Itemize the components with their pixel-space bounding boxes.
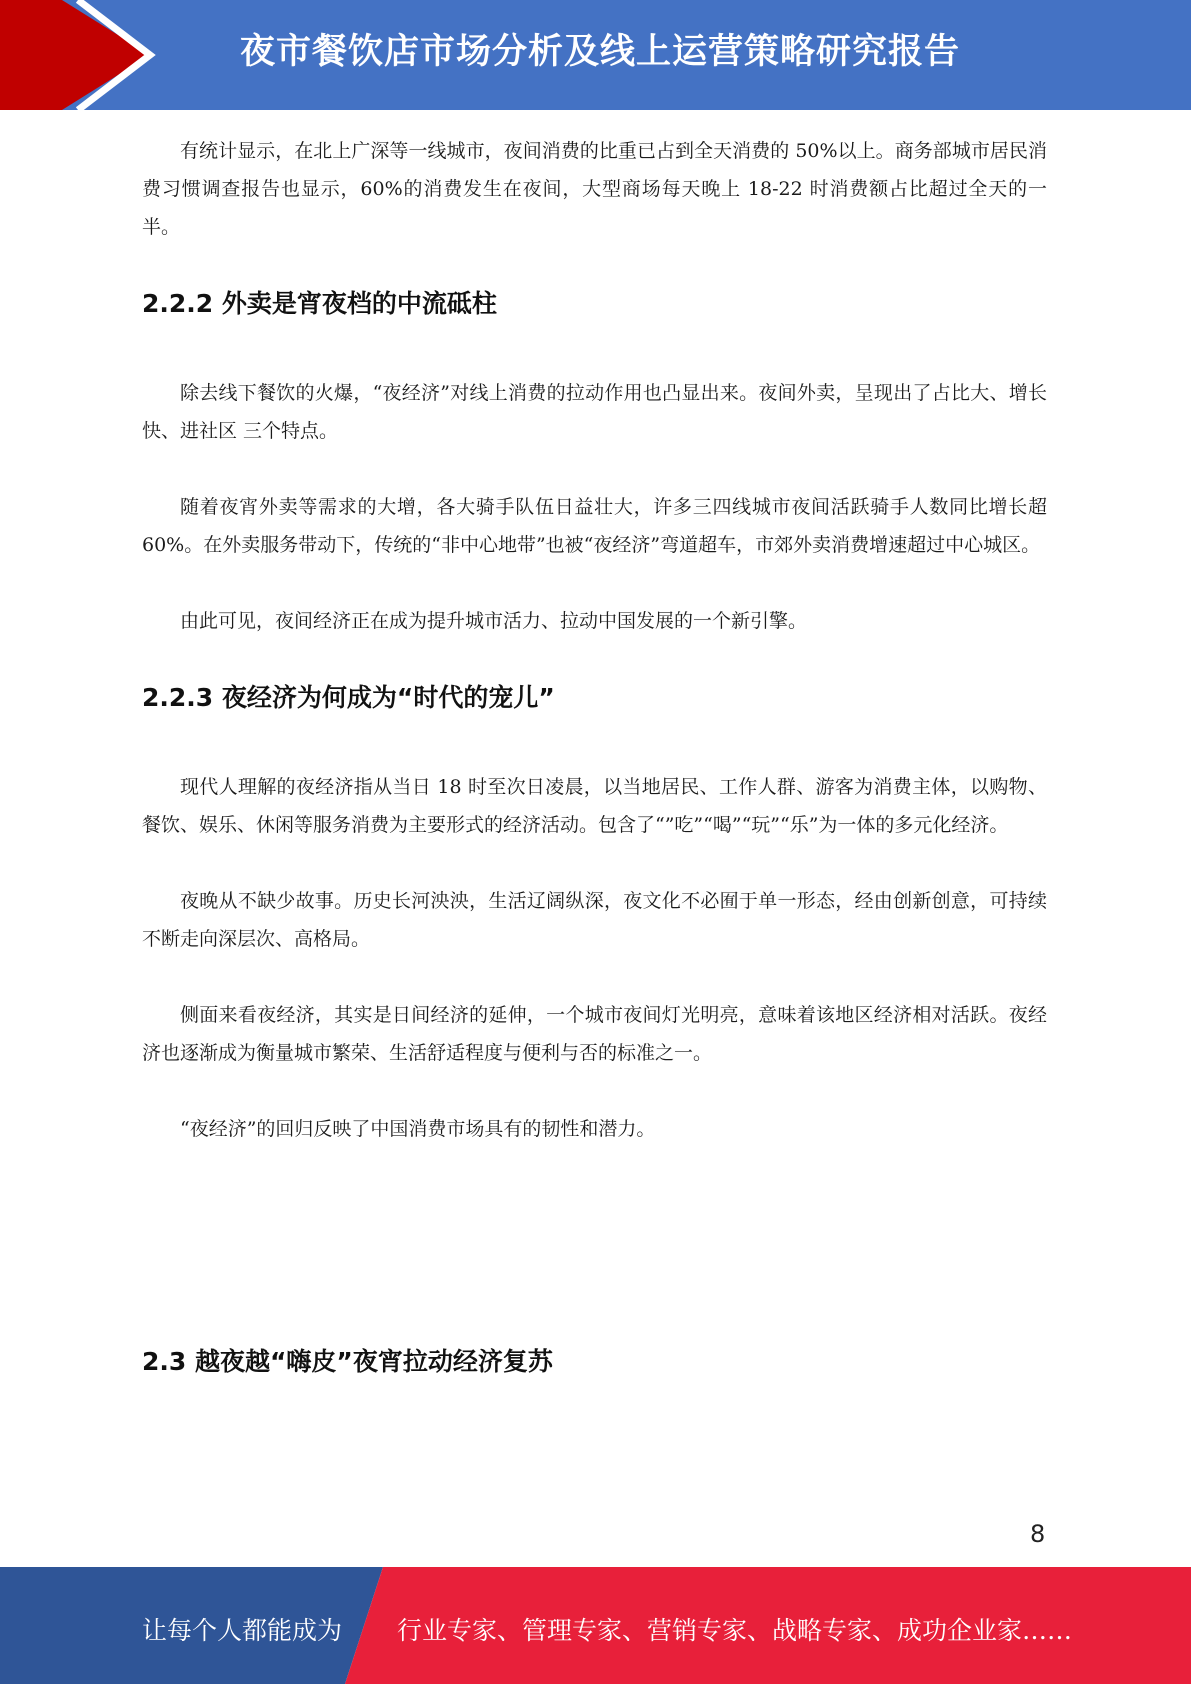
document-body (142, 132, 1047, 1380)
footer-slogan-right: 行业专家、管理专家、营销专家、战略专家、成功企业家…… (397, 1616, 1073, 1645)
footer-slogan-left: 让每个人都能成为 (142, 1616, 343, 1645)
page-number: 8 (1030, 1520, 1046, 1548)
section-heading-2-2-3: 2.2.3 夜经济为何成为“时代的宠儿” (142, 683, 555, 712)
paragraph-resilience: “夜经济”的回归反映了中国消费市场具有的韧性和潜力。 (180, 1118, 656, 1140)
paragraph-online-consumption: 除去线下餐饮的火爆，“夜经济”对线上消费的拉动作用也凸显出来。夜间外卖，呈现出了占比大、增长快、进社区 三个特点。 (142, 382, 1047, 442)
page-footer (0, 1567, 1191, 1684)
paragraph-night-stories: 夜晚从不缺少故事。历史长河泱泱，生活辽阔纵深，夜文化不必囿于单一形态，经由创新创意，可持续不断走向深层次、高格局。 (142, 890, 1047, 950)
paragraph-day-extension: 侧面来看夜经济，其实是日间经济的延伸，一个城市夜间灯光明亮，意味着该地区经济相对活跃。夜经济也逐渐成为衡量城市繁荣、生活舒适程度与便利与否的标准之一。 (142, 1004, 1047, 1064)
paragraph-new-engine: 由此可见，夜间经济正在成为提升城市活力、拉动中国发展的一个新引擎。 (180, 610, 808, 632)
header-title: 夜市餐饮店市场分析及线上运营策略研究报告 (240, 32, 961, 72)
page-header (0, 0, 1191, 110)
section-heading-2-3: 2.3 越夜越“嗨皮”夜宵拉动经济复苏 (142, 1347, 553, 1376)
paragraph-nighttime-share: 有统计显示，在北上广深等一线城市，夜间消费的比重已占到全天消费的 50%以上。商务部城市居民消费习惯调查报告也显示，60%的消费发生在夜间，大型商场每天晚上 18-22 时消费额占比超过全天的一半。 (142, 140, 1047, 238)
section-heading-2-2-2: 2.2.2 外卖是宵夜档的中流砥柱 (142, 289, 497, 318)
paragraph-rider-growth: 随着夜宵外卖等需求的大增，各大骑手队伍日益壮大，许多三四线城市夜间活跃骑手人数同比增长超 60%。在外卖服务带动下，传统的“非中心地带”也被“夜经济”弯道超车，市郊外卖消费增速超过中心城区。 (142, 496, 1047, 556)
paragraph-night-economy-definition: 现代人理解的夜经济指从当日 18 时至次日凌晨，以当地居民、工作人群、游客为消费主体，以购物、餐饮、娱乐、休闲等服务消费为主要形式的经济活动。包含了“”吃”“喝”“玩”“乐”为一体的多元化经济。 (142, 776, 1047, 836)
